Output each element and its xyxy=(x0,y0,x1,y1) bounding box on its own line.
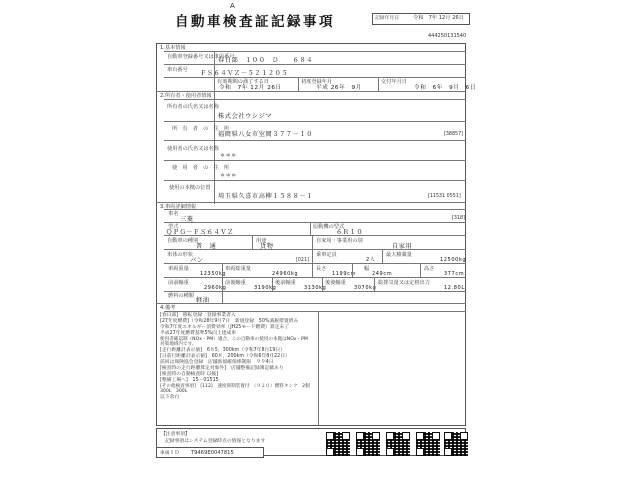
shape-value: バン xyxy=(190,257,204,264)
qr-code-2 xyxy=(356,432,380,456)
capacity-value: 2人 xyxy=(366,257,376,263)
first-reg-value: 平成 26年 9月 xyxy=(316,85,362,91)
front-front-value: 2960kg xyxy=(204,285,227,291)
validity-value: 令和 7年 12月 26日 xyxy=(219,85,282,91)
note-line: 前回は保険協会登録 店舗新規確保係制限 ９９4日 xyxy=(160,360,274,365)
reg-label: 自動車登録番号又は車両番号 xyxy=(167,54,235,60)
owner-addr-value: 福岡県八女市室岡３７７－１０ xyxy=(218,131,314,138)
note-line: 使用者確認制（NOx・PM）適合。この自動車の使用の本拠はNOx・PM対策地域内です。 xyxy=(160,337,308,348)
length-value: 1199cm xyxy=(332,271,356,277)
user-name-label: 使用者の氏名又は名称 xyxy=(167,146,219,152)
private-value: 自家用 xyxy=(392,243,413,250)
page-title: 自動車検査証記録事項 xyxy=(175,14,335,30)
vehicle-weight-value: 12350kg xyxy=(200,271,227,277)
qr-code-1 xyxy=(326,432,350,456)
issue-label: 交付年月日 xyxy=(381,79,407,85)
qr-code-5 xyxy=(444,432,468,456)
first-reg-label: 初度登録年月 xyxy=(301,79,333,85)
use-label: 用途 xyxy=(256,238,267,244)
displacement-label: 総排気量又は定格出力 xyxy=(378,280,430,286)
width-value: 249cm xyxy=(372,271,393,277)
note-line: 平成27年度燃費基準5%向上達成車 xyxy=(160,331,237,336)
note-line: 以下余白 xyxy=(160,395,180,400)
document-marker: A xyxy=(230,2,235,10)
note-line: [日前行距離計表示値] 60８，200km（令和6年8月22日） xyxy=(160,354,290,359)
gross-weight-value: 24960kg xyxy=(272,271,299,277)
private-label: 自家用・事業用の別 xyxy=(316,238,363,244)
shape-code: [021] xyxy=(296,258,309,263)
owner-addr-label: 所 有 者 の 住 所 xyxy=(172,126,230,132)
front-front-label: 前前軸重 xyxy=(168,280,189,286)
model-label: 型式 xyxy=(168,224,179,230)
rear-front-label: 後前軸重 xyxy=(275,280,296,286)
doc-number: 444250131540 xyxy=(428,33,467,39)
qr-code-3 xyxy=(386,432,410,456)
note-line: [その他検査事項] [112] 速度抑制装置付 （９２０）燃料タンク 2個 300L 300L xyxy=(160,384,315,395)
record-date-box xyxy=(372,13,470,25)
validity-label: 有効期間の満了する日 xyxy=(217,79,269,85)
rear-rear-label: 後後軸重 xyxy=(325,280,346,286)
section2-title: 2.所有者・使用者情報 xyxy=(160,93,212,99)
maker-value: 三菱 xyxy=(180,216,194,223)
base-value: 埼玉県久喜市高柳１５８８－１ xyxy=(218,193,314,200)
vehicle-id-label: 車両ＩＤ xyxy=(160,451,180,456)
chassis-label: 車台番号 xyxy=(167,67,188,73)
type-label: 自動車の種別 xyxy=(167,238,199,244)
user-addr-label: 使 用 者 の 住 所 xyxy=(172,165,230,171)
section4-title: 4.備考 xyxy=(160,305,176,311)
base-label: 使用の本拠の位置 xyxy=(169,185,211,191)
maker-label: 車名 xyxy=(168,211,179,217)
base-code: [11531 0551] xyxy=(428,194,461,199)
front-rear-label: 前後軸重 xyxy=(225,280,246,286)
vehicle-id-value: T9469E0047815 xyxy=(191,450,234,456)
height-value: 377cm xyxy=(444,271,465,277)
fuel-value: 軽油 xyxy=(196,297,210,304)
notice-title: 【注意事項】 xyxy=(161,432,190,437)
reg-value: 春日部 １００ ひ ６８４ xyxy=(218,57,314,64)
note-line: [整備工場へ] 15－01515 xyxy=(160,378,219,383)
record-date-label: 記録年月日 xyxy=(375,16,399,21)
notes-list xyxy=(160,313,420,401)
record-date-value: 令和 7年 12月 26日 xyxy=(413,15,464,21)
note-line: [検査時の自動検査時 以後] xyxy=(160,372,219,377)
owner-code: [38857] xyxy=(444,132,464,137)
note-line: [春日部] 移転登録 登録事業者入 xyxy=(160,313,236,318)
qr-code-4 xyxy=(416,432,440,456)
engine-value: ６Ｒ１０ xyxy=(336,229,364,236)
note-line: 令和7年度エネルギー消費効率（JH25モード燃費）算定末了 xyxy=(160,325,290,330)
issue-value: 令和 6年 9月 6日 xyxy=(414,85,477,91)
displacement-value: 12.80L xyxy=(444,285,465,291)
section3-title: 3.車両詳細情報 xyxy=(160,204,197,210)
gross-weight-label: 車両総重量 xyxy=(225,266,251,272)
rear-rear-value: 3070kg xyxy=(354,285,377,291)
user-addr-value: ＊＊＊ xyxy=(220,173,237,179)
max-load-value: 12500kg xyxy=(440,257,467,263)
vehicle-weight-label: 車両重量 xyxy=(168,266,189,272)
note-line: [27年度燃費]（令和28年9月7日 新規登録 50%減税措置済み xyxy=(160,319,299,324)
note-line: [走行距離計表示値] 6８5，300km（令和7年8月19日） xyxy=(160,348,286,353)
shape-label: 車体の形状 xyxy=(167,252,193,258)
notice-text: 記録事項はシステム登録時点の情報となります xyxy=(165,439,266,444)
engine-label: 原動機の型式 xyxy=(313,224,345,230)
max-load-label: 最大積載量 xyxy=(386,252,412,258)
chassis-value: ＦＳ６４ＶＺ－５２１２０５ xyxy=(200,70,289,77)
owner-name-label: 所有者の氏名又は名称 xyxy=(167,104,219,110)
model-value: ＱＰＧ－ＦＳ６４ＶＺ xyxy=(166,229,234,236)
type-value: 普 通 xyxy=(196,243,217,250)
front-rear-value: 3190kg xyxy=(254,285,277,291)
rear-front-value: 3130kg xyxy=(304,285,327,291)
fuel-label: 燃料の種類 xyxy=(168,293,194,299)
section1-title: 1.基本情報 xyxy=(160,45,186,51)
note-line: [検査時の走行距離算定対象外] 店舗整備記録簿記載あり xyxy=(160,366,284,371)
capacity-label: 乗車定員 xyxy=(316,252,337,258)
vehicle-id-box xyxy=(156,447,264,458)
length-label: 長さ xyxy=(316,266,327,272)
owner-name-value: 株式会社ウシジマ xyxy=(218,113,273,120)
use-value: 貨物 xyxy=(260,243,274,250)
width-label: 幅 xyxy=(364,266,370,272)
height-label: 高さ xyxy=(424,266,435,272)
user-name-value: ＊＊＊ xyxy=(220,153,237,159)
maker-code: [318] xyxy=(452,216,465,221)
